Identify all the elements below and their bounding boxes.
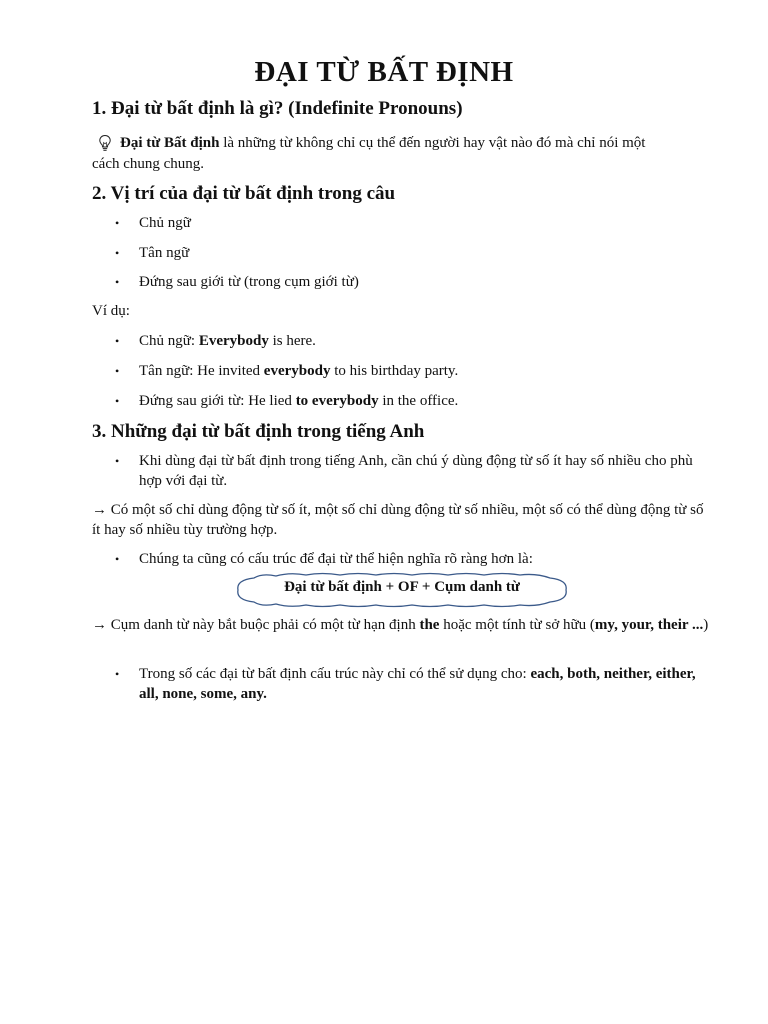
formula-text: Đại từ bất định + OF + Cụm danh từ	[284, 579, 520, 595]
bullet-icon: •	[115, 667, 120, 681]
section-1-heading: 1. Đại từ bất định là gì? (Indefinite Pronouns)	[92, 98, 463, 119]
bullet-icon: •	[115, 394, 120, 408]
formula-cloud	[232, 572, 572, 608]
bullet-icon: •	[115, 334, 120, 348]
arrow-note-1: → Có một số chỉ dùng động từ số ít, một số chỉ dùng động từ số nhiều, một số có thể dùng động từ số ít hay số nhiều tùy trường hợp.	[92, 502, 704, 538]
definition-term: Đại từ Bất định	[120, 135, 220, 151]
example-label: Ví dụ:	[92, 303, 130, 319]
section-3-heading: 3. Những đại từ bất định trong tiếng Anh	[92, 421, 425, 442]
page-title: ĐẠI TỪ BẤT ĐỊNH	[254, 56, 514, 88]
bullet-icon: •	[115, 454, 120, 468]
bullet-icon: •	[115, 275, 120, 289]
arrow-note-2: → Cụm danh từ này bắt buộc phải có một từ hạn định the hoặc một tính từ sở hữu (my, your, their ...)	[92, 617, 709, 633]
definition-line-2: cách chung chung.	[92, 156, 205, 172]
bullet-icon: •	[115, 246, 120, 260]
bullet-icon: •	[115, 364, 120, 378]
bullet-icon: •	[115, 216, 120, 230]
definition-line-1	[120, 133, 645, 153]
document-page: ĐẠI TỪ BẤT ĐỊNH 1. Đại từ bất định là gì? (Indefinite Pronouns) Đại từ Bất định là những từ không chỉ cụ thể đến người hay vật nào đó mà chỉ nói một cách chung chung. 2. Vị trí của đại từ bất định trong câu • Chủ ngữ • Tân ngữ • Đứng sau giới từ (trong cụm giới từ) Ví dụ: • Chủ ngữ: Everybody is here. • Tân ngữ: He invited everybody to his birthday party. • Đứng sau giới từ: He lied to everybody in the office. 3. Những đại từ bất định trong tiếng Anh • Khi dùng đại từ bất định trong tiếng Anh, cần chú ý dùng động từ số ít hay số nhiều cho phù hợp với đại từ. → Có một số chỉ dùng động từ số ít, một số chỉ dùng động từ số nhiều, một số có thể dùng động từ số ít hay số nhiều tùy trường hợp. • Chúng ta cũng có cấu trúc để đại từ thể hiện nghĩa rõ ràng hơn là: Đại từ bất định + OF + Cụm danh từ → Cụm danh từ này bắt buộc phải có một từ hạn định the hoặc một tính từ sở hữu (my, your, their ...) • Trong số các đại từ bất định cấu trúc này chỉ có thể sử dụng cho: each, both, neither, either, all, none, some, any.	[0, 0, 768, 1024]
definition-text: là những từ không chỉ cụ thể đến người hay vật nào đó mà chỉ nói một	[219, 135, 646, 151]
bullet-icon: •	[115, 552, 120, 566]
section-2-heading: 2. Vị trí của đại từ bất định trong câu	[92, 183, 396, 204]
lightbulb-icon	[98, 134, 112, 152]
